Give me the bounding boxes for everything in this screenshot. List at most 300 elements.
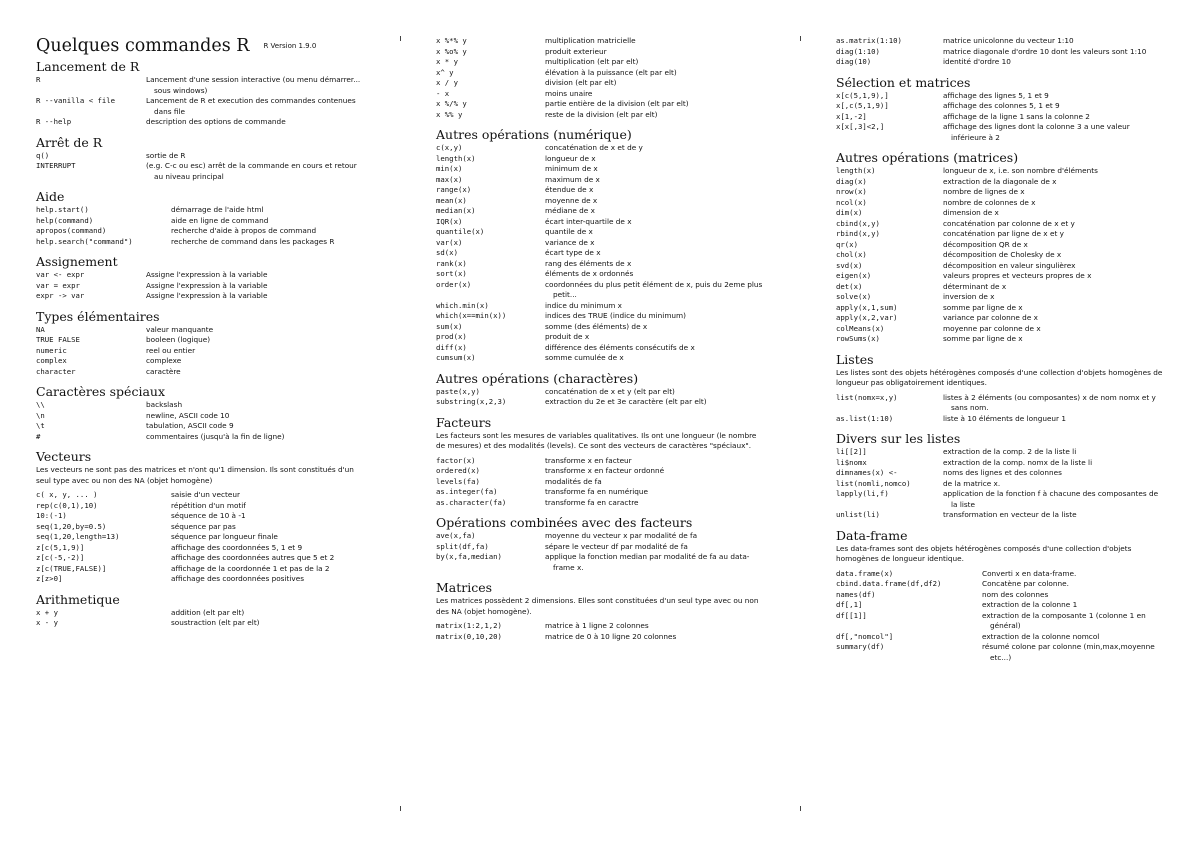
command-row bbox=[836, 261, 1166, 272]
command-code: rank(x) bbox=[436, 258, 467, 268]
command-row bbox=[436, 143, 766, 154]
command-description: démarrage de l'aide html bbox=[171, 205, 264, 214]
section bbox=[36, 385, 368, 442]
command-description: de la matrice x. bbox=[943, 478, 1001, 488]
command-code: numeric bbox=[36, 345, 67, 355]
command-description: produit exterieur bbox=[545, 46, 607, 56]
command-description: addition (elt par elt) bbox=[171, 607, 245, 617]
command-row bbox=[36, 237, 368, 248]
command-row bbox=[36, 151, 368, 162]
command-code: ordered(x) bbox=[436, 466, 480, 475]
command-row bbox=[36, 335, 368, 346]
section bbox=[836, 432, 1166, 521]
command-row bbox=[436, 89, 766, 100]
command-description: décomposition de Cholesky de x bbox=[943, 250, 1062, 259]
command-row bbox=[836, 91, 1166, 102]
command-code: seq(1,20,by=0.5) bbox=[36, 521, 107, 531]
command-code: x[c(5,1,9),] bbox=[836, 90, 889, 100]
section bbox=[436, 372, 766, 408]
section-description: Les listes sont des objets hétérogènes composés d'une collection d'objets homogènes de longueur pas obligatoirement identiques. bbox=[836, 367, 1163, 387]
command-description: matrice unicolonne du vecteur 1:10 bbox=[943, 36, 1074, 45]
command-description: liste à 10 éléments de longueur 1 bbox=[943, 413, 1067, 423]
command-description: séquence par pas bbox=[171, 521, 236, 531]
command-row bbox=[836, 590, 1166, 601]
command-code: as.matrix(1:10) bbox=[836, 36, 902, 45]
command-code: levels(fa) bbox=[436, 476, 480, 486]
command-row bbox=[436, 238, 766, 249]
command-description: transformation en vecteur de la liste bbox=[943, 510, 1077, 519]
command-description: Converti x en data-frame. bbox=[982, 568, 1077, 578]
command-row bbox=[836, 122, 1166, 143]
command-code: solve(x) bbox=[836, 292, 872, 301]
command-description: rang des éléments de x bbox=[545, 258, 632, 268]
command-row bbox=[836, 292, 1166, 303]
command-code: cbind.data.frame(df,df2) bbox=[836, 579, 942, 588]
section bbox=[436, 581, 766, 642]
command-code: help.search("command") bbox=[36, 236, 133, 246]
command-description: reel ou entier bbox=[146, 345, 196, 355]
command-description: valeur manquante bbox=[146, 324, 214, 334]
command-row bbox=[436, 227, 766, 238]
command-row bbox=[836, 468, 1166, 479]
command-description: séquence de 10 à -1 bbox=[171, 511, 246, 520]
command-row bbox=[36, 226, 368, 237]
command-description: matrice diagonale d'ordre 10 dont les valeurs sont 1:10 bbox=[943, 46, 1147, 56]
command-description: affichage des coordonnées 5, 1 et 9 bbox=[171, 542, 303, 552]
command-row bbox=[36, 522, 368, 533]
command-description: extraction de la diagonale de x bbox=[943, 176, 1057, 186]
section bbox=[436, 516, 766, 573]
command-code: by(x,fa,median) bbox=[436, 552, 502, 561]
command-description: extraction de la colonne 1 bbox=[982, 600, 1078, 609]
column-divider-mark bbox=[800, 36, 801, 41]
section bbox=[36, 450, 368, 585]
command-code: df[[1]] bbox=[836, 610, 867, 620]
command-code: q() bbox=[36, 150, 50, 160]
command-code: list(nomx=x,y) bbox=[836, 392, 898, 402]
command-row bbox=[836, 632, 1166, 643]
command-row bbox=[436, 110, 766, 121]
command-description: extraction de la colonne nomcol bbox=[982, 631, 1100, 641]
command-description: sépare le vecteur df par modalité de fa bbox=[545, 541, 688, 551]
command-code: R --vanilla < file bbox=[36, 96, 116, 105]
section bbox=[36, 593, 368, 629]
command-row bbox=[436, 487, 766, 498]
command-row bbox=[36, 117, 368, 128]
command-code: unlist(li) bbox=[836, 510, 880, 519]
command-row bbox=[436, 280, 766, 301]
command-code: sum(x) bbox=[436, 321, 463, 331]
command-code: - x bbox=[436, 88, 450, 98]
section bbox=[836, 151, 1166, 345]
command-description: affichage de la coordonnée 1 et pas de la 2 bbox=[171, 563, 330, 573]
command-row bbox=[36, 421, 368, 432]
command-row bbox=[436, 456, 766, 467]
command-row bbox=[836, 324, 1166, 335]
command-description: indices des TRUE (indice du minimum) bbox=[545, 311, 687, 320]
command-code: help.start() bbox=[36, 205, 89, 214]
command-row bbox=[36, 270, 368, 281]
command-code: var = expr bbox=[36, 280, 80, 290]
section-title: Autres opérations (numérique) bbox=[436, 127, 632, 142]
command-description: affichage de la ligne 1 sans la colonne 2 bbox=[943, 111, 1090, 121]
command-code: as.character(fa) bbox=[436, 497, 507, 507]
section-description: Les data-frames sont des objets hétérogènes composés d'une collection d'objets homogènes de longueur identique. bbox=[836, 543, 1132, 563]
section-title: Data-frame bbox=[836, 527, 908, 543]
command-description: reste de la division (elt par elt) bbox=[545, 109, 658, 119]
command-row bbox=[36, 618, 368, 629]
command-code: c(x,y) bbox=[436, 143, 463, 152]
section bbox=[36, 255, 368, 302]
command-description: partie entière de la division (elt par elt) bbox=[545, 99, 689, 108]
section bbox=[436, 36, 766, 120]
command-code: which(x==min(x)) bbox=[436, 311, 507, 320]
command-code: x - y bbox=[36, 618, 58, 627]
command-row bbox=[436, 301, 766, 312]
command-row bbox=[436, 632, 766, 643]
command-description: élévation à la puissance (elt par elt) bbox=[545, 67, 677, 77]
command-row bbox=[36, 553, 368, 564]
command-code: factor(x) bbox=[436, 455, 476, 465]
command-row bbox=[436, 621, 766, 632]
command-description: quantile de x bbox=[545, 227, 593, 236]
command-row bbox=[36, 511, 368, 522]
command-description: écart inter-quartile de x bbox=[545, 216, 632, 226]
command-row bbox=[836, 187, 1166, 198]
command-description: affichage des coordonnées positives bbox=[171, 574, 304, 583]
section-title: Aide bbox=[36, 189, 65, 204]
command-code: det(x) bbox=[836, 281, 863, 291]
command-description: extraction de la comp. nomx de la liste li bbox=[943, 457, 1093, 467]
command-row bbox=[836, 166, 1166, 177]
version-label: R Version 1.9.0 bbox=[263, 42, 317, 50]
command-row bbox=[36, 346, 368, 357]
command-row bbox=[36, 75, 368, 96]
command-code: svd(x) bbox=[836, 260, 863, 270]
command-code: apply(x,2,var) bbox=[836, 313, 898, 322]
command-code: apply(x,1,sum) bbox=[836, 302, 898, 312]
command-row bbox=[836, 36, 1166, 47]
command-description: dimension de x bbox=[943, 208, 999, 217]
command-description: complexe bbox=[146, 356, 182, 365]
command-description: somme par ligne de x bbox=[943, 302, 1023, 312]
command-code: x[x[,3]<2,] bbox=[836, 122, 885, 131]
command-row bbox=[36, 400, 368, 411]
command-description: décomposition QR de x bbox=[943, 239, 1028, 249]
command-description: application de la fonction f à chacune des composantes de la liste bbox=[943, 489, 1159, 509]
command-row bbox=[36, 367, 368, 378]
command-code: df[,"nomcol"] bbox=[836, 631, 894, 641]
command-description: indice du minimum x bbox=[545, 300, 622, 310]
column-2 bbox=[436, 36, 766, 642]
command-row bbox=[836, 57, 1166, 68]
command-description: applique la fonction median par modalité de fa au data-frame x. bbox=[545, 552, 750, 572]
command-description: caractère bbox=[146, 366, 181, 376]
command-code: apropos(command) bbox=[36, 226, 107, 235]
command-code: # bbox=[36, 431, 41, 441]
command-row bbox=[436, 531, 766, 542]
command-description: backslash bbox=[146, 400, 183, 409]
command-row bbox=[436, 248, 766, 259]
command-row bbox=[436, 397, 766, 408]
command-description: matrice à 1 ligne 2 colonnes bbox=[545, 621, 649, 630]
command-row bbox=[836, 208, 1166, 219]
command-description: aide en ligne de command bbox=[171, 215, 269, 225]
command-row bbox=[436, 387, 766, 398]
command-description: longueur de x bbox=[545, 153, 596, 163]
command-row bbox=[836, 240, 1166, 251]
command-code: sort(x) bbox=[436, 269, 467, 278]
command-description: somme cumulée de x bbox=[545, 353, 624, 362]
command-code: dimnames(x) <- bbox=[836, 468, 898, 477]
command-description: valeurs propres et vecteurs propres de x bbox=[943, 271, 1092, 280]
command-description: concaténation par colonne de x et y bbox=[943, 218, 1075, 228]
command-description: résumé colone par colonne (min,max,moyenne etc...) bbox=[982, 642, 1155, 662]
command-row bbox=[36, 532, 368, 543]
section-title: Opérations combinées avec des facteurs bbox=[436, 515, 693, 530]
command-code: quantile(x) bbox=[436, 227, 485, 236]
command-description: Assigne l'expression à la variable bbox=[146, 270, 268, 279]
command-row bbox=[436, 343, 766, 354]
command-description: affichage des coordonnées autres que 5 et 2 bbox=[171, 553, 335, 562]
section-description: Les matrices possèdent 2 dimensions. Elles sont constituées d'un seul type avec ou non des NA (objet homogène). bbox=[436, 596, 759, 616]
command-code: x %o% y bbox=[436, 46, 467, 56]
command-row bbox=[36, 281, 368, 292]
command-row bbox=[436, 99, 766, 110]
command-row bbox=[436, 332, 766, 343]
section-title: Autres opérations (charactères) bbox=[436, 370, 639, 386]
command-code: var <- expr bbox=[36, 270, 85, 279]
section-title: Sélection et matrices bbox=[836, 74, 971, 90]
command-row bbox=[436, 477, 766, 488]
command-description: transforme fa en numérique bbox=[545, 487, 648, 496]
command-code: data.frame(x) bbox=[836, 568, 894, 578]
command-row bbox=[436, 542, 766, 553]
command-row bbox=[836, 282, 1166, 293]
command-code: z[c(TRUE,FALSE)] bbox=[36, 563, 107, 573]
command-row bbox=[36, 490, 368, 501]
command-row bbox=[36, 574, 368, 585]
command-code: rowSums(x) bbox=[836, 334, 880, 343]
command-code: NA bbox=[36, 324, 45, 334]
command-row bbox=[436, 498, 766, 509]
section-title: Lancement de R bbox=[36, 59, 140, 74]
command-code: seq(1,20,length=13) bbox=[36, 532, 120, 541]
command-description: multiplication (elt par elt) bbox=[545, 57, 639, 66]
command-row bbox=[36, 325, 368, 336]
column-divider-mark bbox=[400, 806, 401, 811]
command-code: length(x) bbox=[436, 153, 476, 163]
command-description: affichage des lignes 5, 1 et 9 bbox=[943, 90, 1049, 100]
command-code: z[c(5,1,9)] bbox=[36, 542, 85, 552]
command-row bbox=[836, 177, 1166, 188]
command-row bbox=[436, 175, 766, 186]
command-code: split(df,fa) bbox=[436, 541, 489, 551]
command-row bbox=[36, 205, 368, 216]
command-code: order(x) bbox=[436, 279, 472, 289]
command-code: x %*% y bbox=[436, 36, 467, 45]
command-code: qr(x) bbox=[836, 239, 858, 249]
command-row bbox=[836, 250, 1166, 261]
command-description: sortie de R bbox=[146, 150, 186, 160]
command-description: nombre de colonnes de x bbox=[943, 197, 1036, 207]
command-description: listes à 2 éléments (ou composantes) x de nom nomx et y sans nom. bbox=[943, 392, 1156, 412]
page-title: Quelques commandes R R Version 1.9.0 bbox=[36, 36, 317, 56]
command-row bbox=[836, 611, 1166, 632]
section-title: Facteurs bbox=[436, 414, 492, 430]
command-description: moyenne du vecteur x par modalité de fa bbox=[545, 531, 698, 540]
command-description: somme (des éléments) de x bbox=[545, 321, 648, 331]
column-divider-mark bbox=[400, 36, 401, 41]
section-title: Matrices bbox=[436, 580, 493, 595]
section-title: Divers sur les listes bbox=[836, 431, 961, 446]
section-title: Caractères spéciaux bbox=[36, 384, 165, 399]
command-description: commentaires (jusqu'à la fin de ligne) bbox=[146, 431, 285, 441]
command-code: diag(10) bbox=[836, 57, 872, 66]
command-code: lapply(li,f) bbox=[836, 489, 889, 498]
command-row bbox=[836, 393, 1166, 414]
command-description: déterminant de x bbox=[943, 281, 1007, 291]
command-code: TRUE FALSE bbox=[36, 335, 80, 344]
command-row bbox=[36, 356, 368, 367]
command-description: tabulation, ASCII code 9 bbox=[146, 421, 234, 430]
command-code: help(command) bbox=[36, 215, 94, 225]
command-row bbox=[436, 57, 766, 68]
command-description: minimum de x bbox=[545, 164, 598, 173]
column-1 bbox=[36, 36, 368, 629]
command-row bbox=[836, 219, 1166, 230]
command-code: character bbox=[36, 366, 76, 376]
command-description: moins unaire bbox=[545, 88, 593, 98]
command-description: longueur de x, i.e. son nombre d'éléments bbox=[943, 166, 1098, 175]
command-row bbox=[836, 414, 1166, 425]
command-code: x^ y bbox=[436, 67, 454, 77]
command-code: length(x) bbox=[836, 166, 876, 175]
section bbox=[36, 136, 368, 183]
command-description: moyenne de x bbox=[545, 195, 598, 205]
command-row bbox=[36, 501, 368, 512]
command-row bbox=[836, 569, 1166, 580]
command-row bbox=[436, 552, 766, 573]
command-description: multiplication matricielle bbox=[545, 36, 636, 45]
command-row bbox=[36, 608, 368, 619]
command-description: booleen (logique) bbox=[146, 335, 211, 344]
command-row bbox=[436, 259, 766, 270]
section-title: Types élémentaires bbox=[36, 308, 160, 324]
section-title: Arrêt de R bbox=[36, 134, 103, 150]
command-code: summary(df) bbox=[836, 642, 885, 651]
command-row bbox=[836, 313, 1166, 324]
section bbox=[436, 416, 766, 509]
command-description: (e.g. C-c ou esc) arrêt de la commande en cours et retour au niveau principal bbox=[146, 161, 357, 181]
command-row bbox=[36, 543, 368, 554]
command-description: description des options de commande bbox=[146, 117, 286, 126]
command-row bbox=[36, 161, 368, 182]
command-description: recherche de command dans les packages R bbox=[171, 236, 335, 246]
command-code: INTERRUPT bbox=[36, 161, 76, 170]
command-description: extraction de la composante 1 (colonne 1 en général) bbox=[982, 610, 1146, 630]
command-row bbox=[436, 68, 766, 79]
command-code: dim(x) bbox=[836, 208, 863, 217]
command-code: substring(x,2,3) bbox=[436, 397, 507, 406]
command-row bbox=[436, 466, 766, 477]
command-row bbox=[36, 432, 368, 443]
command-code: paste(x,y) bbox=[436, 386, 480, 396]
command-row bbox=[436, 36, 766, 47]
command-description: différence des éléments consécutifs de x bbox=[545, 342, 695, 352]
command-description: concaténation de x et y (elt par elt) bbox=[545, 386, 675, 396]
command-code: nrow(x) bbox=[836, 187, 867, 196]
command-code: x %/% y bbox=[436, 99, 467, 108]
section bbox=[436, 128, 766, 364]
command-description: produit de x bbox=[545, 332, 590, 341]
command-description: newline, ASCII code 10 bbox=[146, 410, 230, 420]
command-code: matrix(1:2,1,2) bbox=[436, 621, 502, 630]
section bbox=[36, 190, 368, 247]
command-row bbox=[436, 353, 766, 364]
command-code: IQR(x) bbox=[436, 216, 463, 226]
command-code: sd(x) bbox=[436, 248, 458, 257]
command-description: médiane de x bbox=[545, 206, 595, 215]
section bbox=[836, 76, 1166, 144]
command-code: diff(x) bbox=[436, 342, 467, 352]
command-code: li[[2]] bbox=[836, 447, 867, 456]
command-description: Lancement de R et execution des commandes contenues dans file bbox=[146, 96, 356, 116]
command-description: identité d'ordre 10 bbox=[943, 57, 1011, 66]
command-row bbox=[836, 642, 1166, 663]
command-code: 10:(-1) bbox=[36, 511, 67, 520]
command-description: éléments de x ordonnés bbox=[545, 269, 634, 278]
column-3 bbox=[836, 36, 1166, 663]
command-row bbox=[836, 112, 1166, 123]
command-code: z[z>0] bbox=[36, 574, 63, 583]
command-code: \\ bbox=[36, 400, 45, 409]
command-row bbox=[36, 96, 368, 117]
command-code: median(x) bbox=[436, 206, 476, 215]
command-description: Lancement d'une session interactive (ou menu démarrer... sous windows) bbox=[146, 75, 361, 95]
command-row bbox=[436, 217, 766, 228]
command-row bbox=[436, 154, 766, 165]
command-code: R --help bbox=[36, 117, 72, 126]
command-row bbox=[836, 579, 1166, 590]
command-description: moyenne par colonne de x bbox=[943, 323, 1041, 333]
section-title: Assignement bbox=[36, 254, 118, 269]
command-code: x / y bbox=[436, 78, 458, 87]
command-row bbox=[436, 206, 766, 217]
section bbox=[36, 60, 368, 128]
command-row bbox=[36, 411, 368, 422]
command-description: variance par colonne de x bbox=[943, 313, 1038, 322]
section-title: Vecteurs bbox=[36, 449, 92, 464]
command-row bbox=[836, 101, 1166, 112]
command-code: cumsum(x) bbox=[436, 353, 476, 362]
command-description: affichage des lignes dont la colonne 3 a une valeur inférieure à 2 bbox=[943, 122, 1130, 142]
command-description: Assigne l'expression à la variable bbox=[146, 280, 268, 290]
command-code: rbind(x,y) bbox=[836, 229, 880, 238]
command-code: df[,1] bbox=[836, 600, 863, 609]
command-description: soustraction (elt par elt) bbox=[171, 618, 260, 627]
command-description: transforme fa en caractre bbox=[545, 497, 639, 507]
command-description: Concatène par colonne. bbox=[982, 579, 1069, 588]
command-code: cbind(x,y) bbox=[836, 218, 880, 228]
command-code: x * y bbox=[436, 57, 458, 66]
command-row bbox=[36, 216, 368, 227]
command-description: nombre de lignes de x bbox=[943, 187, 1025, 196]
section-description: Les facteurs sont les mesures de variables qualitatives. Ils ont une longueur (le nombre de mesures) et des modalités (levels). Ce sont des vecteurs de caractères "spéciaux". bbox=[436, 430, 757, 450]
command-description: inversion de x bbox=[943, 292, 995, 301]
command-description: extraction de la comp. 2 de la liste li bbox=[943, 447, 1077, 456]
command-code: c( x, y, ... ) bbox=[36, 490, 98, 499]
